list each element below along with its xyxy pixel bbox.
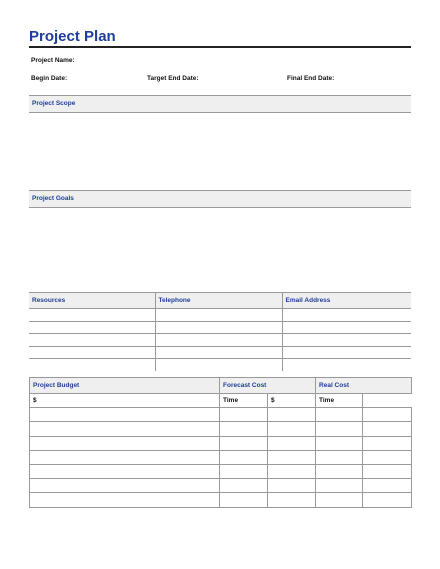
project-budget-table: [29, 377, 412, 508]
project-name-label: Project Name:: [31, 57, 75, 64]
table-cell[interactable]: [30, 408, 220, 422]
table-cell[interactable]: [220, 479, 268, 493]
table-cell[interactable]: [282, 359, 411, 372]
table-cell[interactable]: [268, 408, 316, 422]
table-cell[interactable]: [363, 450, 412, 464]
table-cell[interactable]: [29, 359, 155, 372]
table-cell[interactable]: [316, 464, 363, 478]
table-cell[interactable]: [30, 464, 220, 478]
table-cell[interactable]: [363, 436, 412, 450]
table-cell[interactable]: [155, 359, 282, 372]
table-row: [30, 479, 412, 493]
resources-table: [29, 292, 411, 371]
table-row: [30, 422, 412, 436]
table-cell[interactable]: [30, 493, 220, 507]
budget-header-row: [30, 378, 412, 394]
table-cell[interactable]: [155, 334, 282, 347]
table-cell[interactable]: [220, 408, 268, 422]
table-row: [30, 464, 412, 478]
target-end-date-label: Target End Date:: [147, 75, 199, 82]
table-cell[interactable]: [316, 422, 363, 436]
table-cell[interactable]: [363, 408, 412, 422]
table-cell[interactable]: [220, 493, 268, 507]
table-row: [29, 334, 411, 347]
table-cell[interactable]: [316, 479, 363, 493]
table-row: [29, 321, 411, 334]
table-cell[interactable]: [220, 436, 268, 450]
table-cell[interactable]: [268, 464, 316, 478]
table-cell[interactable]: [29, 334, 155, 347]
project-scope-header: [29, 95, 411, 113]
table-cell[interactable]: [282, 321, 411, 334]
project-goals-area[interactable]: [29, 209, 411, 291]
forecast-cost-column-header: Forecast Cost: [220, 378, 316, 394]
table-cell[interactable]: [363, 422, 412, 436]
table-cell[interactable]: [268, 422, 316, 436]
table-cell[interactable]: [29, 346, 155, 359]
table-cell[interactable]: [155, 309, 282, 322]
table-cell[interactable]: [282, 334, 411, 347]
table-cell[interactable]: [363, 464, 412, 478]
resources-header-row: [29, 293, 411, 309]
forecast-dollar-subheader: $: [30, 394, 220, 408]
table-row: [29, 359, 411, 372]
title-divider: [29, 46, 411, 48]
table-cell[interactable]: [220, 422, 268, 436]
table-cell[interactable]: [30, 479, 220, 493]
table-cell[interactable]: [316, 436, 363, 450]
project-scope-label: Project Scope: [32, 100, 76, 107]
table-row: [29, 309, 411, 322]
table-row: [30, 436, 412, 450]
table-cell[interactable]: [30, 450, 220, 464]
project-goals-header: [29, 190, 411, 208]
table-row: [29, 346, 411, 359]
forecast-time-subheader: Time: [220, 394, 268, 408]
table-cell[interactable]: [268, 450, 316, 464]
page-title: Project Plan: [29, 28, 116, 45]
table-cell[interactable]: [220, 464, 268, 478]
table-cell[interactable]: [316, 493, 363, 507]
real-dollar-subheader: $: [268, 394, 316, 408]
begin-date-label: Begin Date:: [31, 75, 68, 82]
table-cell[interactable]: [316, 450, 363, 464]
telephone-column-header: Telephone: [155, 293, 282, 309]
table-cell[interactable]: [30, 422, 220, 436]
table-cell[interactable]: [268, 436, 316, 450]
table-row: [30, 450, 412, 464]
table-cell[interactable]: [155, 321, 282, 334]
table-cell[interactable]: [29, 321, 155, 334]
email-address-column-header: Email Address: [282, 293, 411, 309]
table-cell[interactable]: [363, 479, 412, 493]
real-time-subheader: Time: [316, 394, 363, 408]
final-end-date-label: Final End Date:: [287, 75, 335, 82]
table-cell[interactable]: [155, 346, 282, 359]
table-cell[interactable]: [268, 479, 316, 493]
table-row: [30, 493, 412, 507]
table-cell[interactable]: [282, 346, 411, 359]
table-cell[interactable]: [282, 309, 411, 322]
project-goals-label: Project Goals: [32, 195, 74, 202]
table-cell[interactable]: [29, 309, 155, 322]
project-scope-area[interactable]: [29, 114, 411, 190]
real-cost-column-header: Real Cost: [316, 378, 412, 394]
table-row: [30, 408, 412, 422]
project-budget-column-header: Project Budget: [30, 378, 220, 394]
table-cell[interactable]: [268, 493, 316, 507]
table-cell[interactable]: [30, 436, 220, 450]
resources-column-header: Resources: [29, 293, 155, 309]
budget-subheader-row: [30, 394, 412, 408]
table-cell[interactable]: [363, 493, 412, 507]
table-cell[interactable]: [316, 408, 363, 422]
table-cell[interactable]: [220, 450, 268, 464]
